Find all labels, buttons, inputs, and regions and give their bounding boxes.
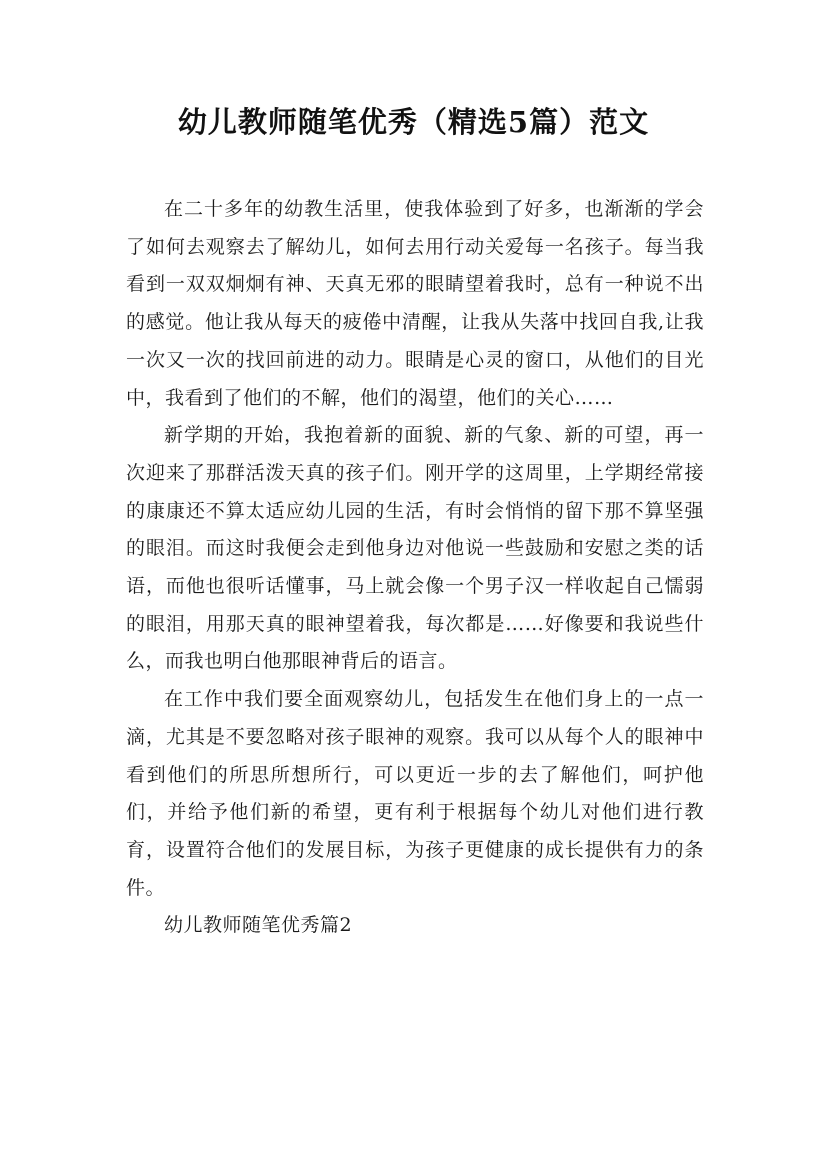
section-heading: 幼儿教师随笔优秀篇2 bbox=[164, 914, 353, 937]
paragraph-1: 在二十多年的幼教生活里，使我体验到了好多，也渐渐的学会了如何去观察去了解幼儿，如何去用行动关爱每一名孩子。每当我看到一双双炯炯有神、天真无邪的眼睛望着我时，总有一种说不出的感觉。他让我从每天的疲倦中清醒，让我从失落中找回自我,让我一次又一次的找回前进的动力。眼睛是心灵的窗口，从他们的目光中，我看到了他们的不解，他们的渴望，他们的关心…… bbox=[126, 198, 704, 409]
document-title: 幼儿教师随笔优秀（精选5篇）范文 bbox=[177, 105, 650, 139]
document-body bbox=[126, 191, 704, 945]
paragraph-2: 新学期的开始，我抱着新的面貌、新的气象、新的可望，再一次迎来了那群活泼天真的孩子们。刚开学的这周里，上学期经常接的康康还不算太适应幼儿园的生活，有时会悄悄的留下那不算坚强的眼泪。而这时我便会走到他身边对他说一些鼓励和安慰之类的话语，而他也很听话懂事，马上就会像一个男子汉一样收起自己懦弱的眼泪，用那天真的眼神望着我，每次都是……好像要和我说些什么，而我也明白他那眼神背后的语言。 bbox=[126, 424, 704, 673]
paragraph-3: 在工作中我们要全面观察幼儿，包括发生在他们身上的一点一滴，尤其是不要忽略对孩子眼神的观察。我可以从每个人的眼神中看到他们的所思所想所行，可以更近一步的去了解他们，呵护他们，并给予他们新的希望，更有利于根据每个幼儿对他们进行教育，设置符合他们的发展目标，为孩子更健康的成长提供有力的条件。 bbox=[126, 688, 704, 899]
